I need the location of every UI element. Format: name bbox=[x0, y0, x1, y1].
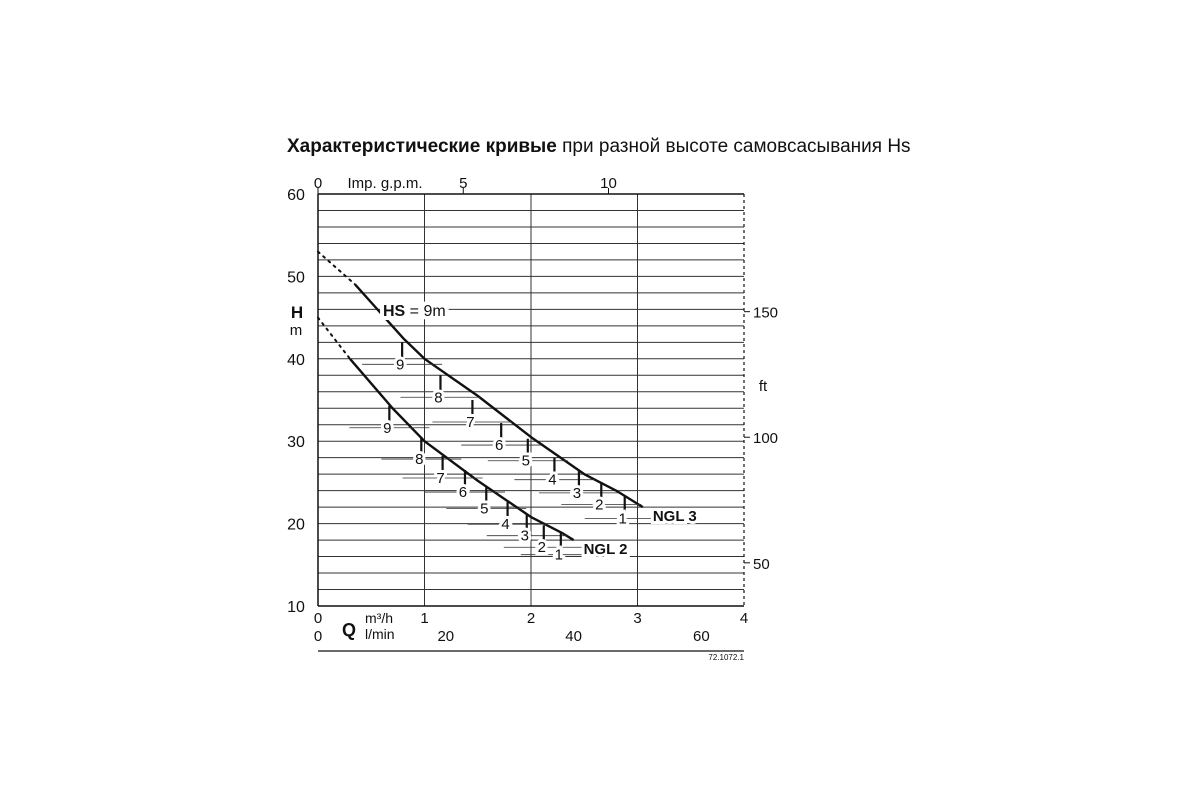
hs-mark-label: 6 bbox=[458, 484, 468, 502]
y-axis-unit: m bbox=[289, 322, 303, 339]
hs-mark-label: 5 bbox=[521, 452, 530, 470]
right-tick-label: 150 bbox=[753, 304, 779, 322]
hs-mark-label: 9 bbox=[383, 419, 392, 437]
hs-mark-label: 2 bbox=[595, 496, 604, 514]
curve-dotted-1 bbox=[318, 318, 350, 359]
y-tick-label: 20 bbox=[287, 516, 305, 534]
x-axis-label: Q bbox=[341, 620, 357, 640]
hs-mark-label: 5 bbox=[480, 500, 489, 518]
y-axis-symbol: H bbox=[290, 303, 304, 322]
hs-mark-label: 8 bbox=[434, 389, 443, 407]
y-tick-label: 10 bbox=[287, 599, 305, 616]
hs-mark-label: 3 bbox=[572, 484, 582, 502]
x-unit-lmin: l/min bbox=[365, 626, 395, 642]
figure-code: 72.1072.1 bbox=[708, 653, 744, 662]
x-tick-m3h: 0 bbox=[313, 610, 323, 627]
right-tick-label: 50 bbox=[753, 555, 770, 573]
chart-curves bbox=[318, 252, 665, 555]
x-unit-m3h: m³/h bbox=[365, 610, 393, 626]
hs-mark-label: 4 bbox=[501, 516, 510, 534]
x-tick-m3h: 2 bbox=[526, 610, 536, 627]
chart-labels bbox=[287, 175, 778, 662]
y-tick-label: 40 bbox=[287, 351, 305, 369]
top-tick-label: 5 bbox=[459, 175, 468, 192]
x-tick-lmin: 40 bbox=[565, 628, 582, 645]
hs-mark-label: 2 bbox=[537, 539, 546, 557]
x-tick-m3h: 4 bbox=[739, 610, 749, 627]
series-label-1: NGL 2 bbox=[583, 541, 628, 559]
hs-mark-label: 4 bbox=[548, 471, 557, 489]
top-axis-unit: Imp. g.p.m. bbox=[347, 175, 423, 192]
curve-dotted-0 bbox=[318, 252, 355, 285]
y-tick-label: 50 bbox=[287, 269, 305, 287]
y-tick-label: 30 bbox=[287, 434, 305, 452]
right-axis-unit: ft bbox=[758, 378, 768, 395]
x-tick-lmin: 20 bbox=[437, 628, 455, 645]
hs-mark-label: 1 bbox=[554, 546, 563, 564]
y-tick-label: 60 bbox=[287, 187, 305, 204]
hs-mark-label: 9 bbox=[395, 356, 405, 374]
top-tick-label: 0 bbox=[313, 175, 323, 192]
hs-mark-label: 8 bbox=[415, 451, 424, 469]
x-tick-lmin: 0 bbox=[313, 628, 323, 645]
x-tick-lmin: 60 bbox=[693, 628, 710, 645]
top-tick-label: 10 bbox=[600, 175, 617, 192]
right-tick-label: 100 bbox=[753, 430, 779, 448]
hs-mark-label: 6 bbox=[495, 437, 504, 455]
hs-label bbox=[383, 303, 446, 320]
hs-label-prefix: HS bbox=[383, 303, 406, 320]
x-tick-m3h: 1 bbox=[420, 610, 429, 627]
hs-mark-label: 3 bbox=[520, 527, 529, 545]
hs-mark-label: 7 bbox=[436, 470, 445, 488]
chart-title-bold: Характеристические кривые bbox=[287, 136, 557, 157]
series-label-0: NGL 3 bbox=[652, 508, 697, 526]
hs-mark-label: 1 bbox=[618, 510, 627, 528]
x-tick-m3h: 3 bbox=[633, 610, 642, 627]
hs-mark-label: 7 bbox=[466, 414, 475, 431]
hs-label-suffix: = 9m bbox=[405, 303, 446, 320]
chart-title-rest: при разной высоте самовсасывания Hs bbox=[556, 136, 911, 157]
